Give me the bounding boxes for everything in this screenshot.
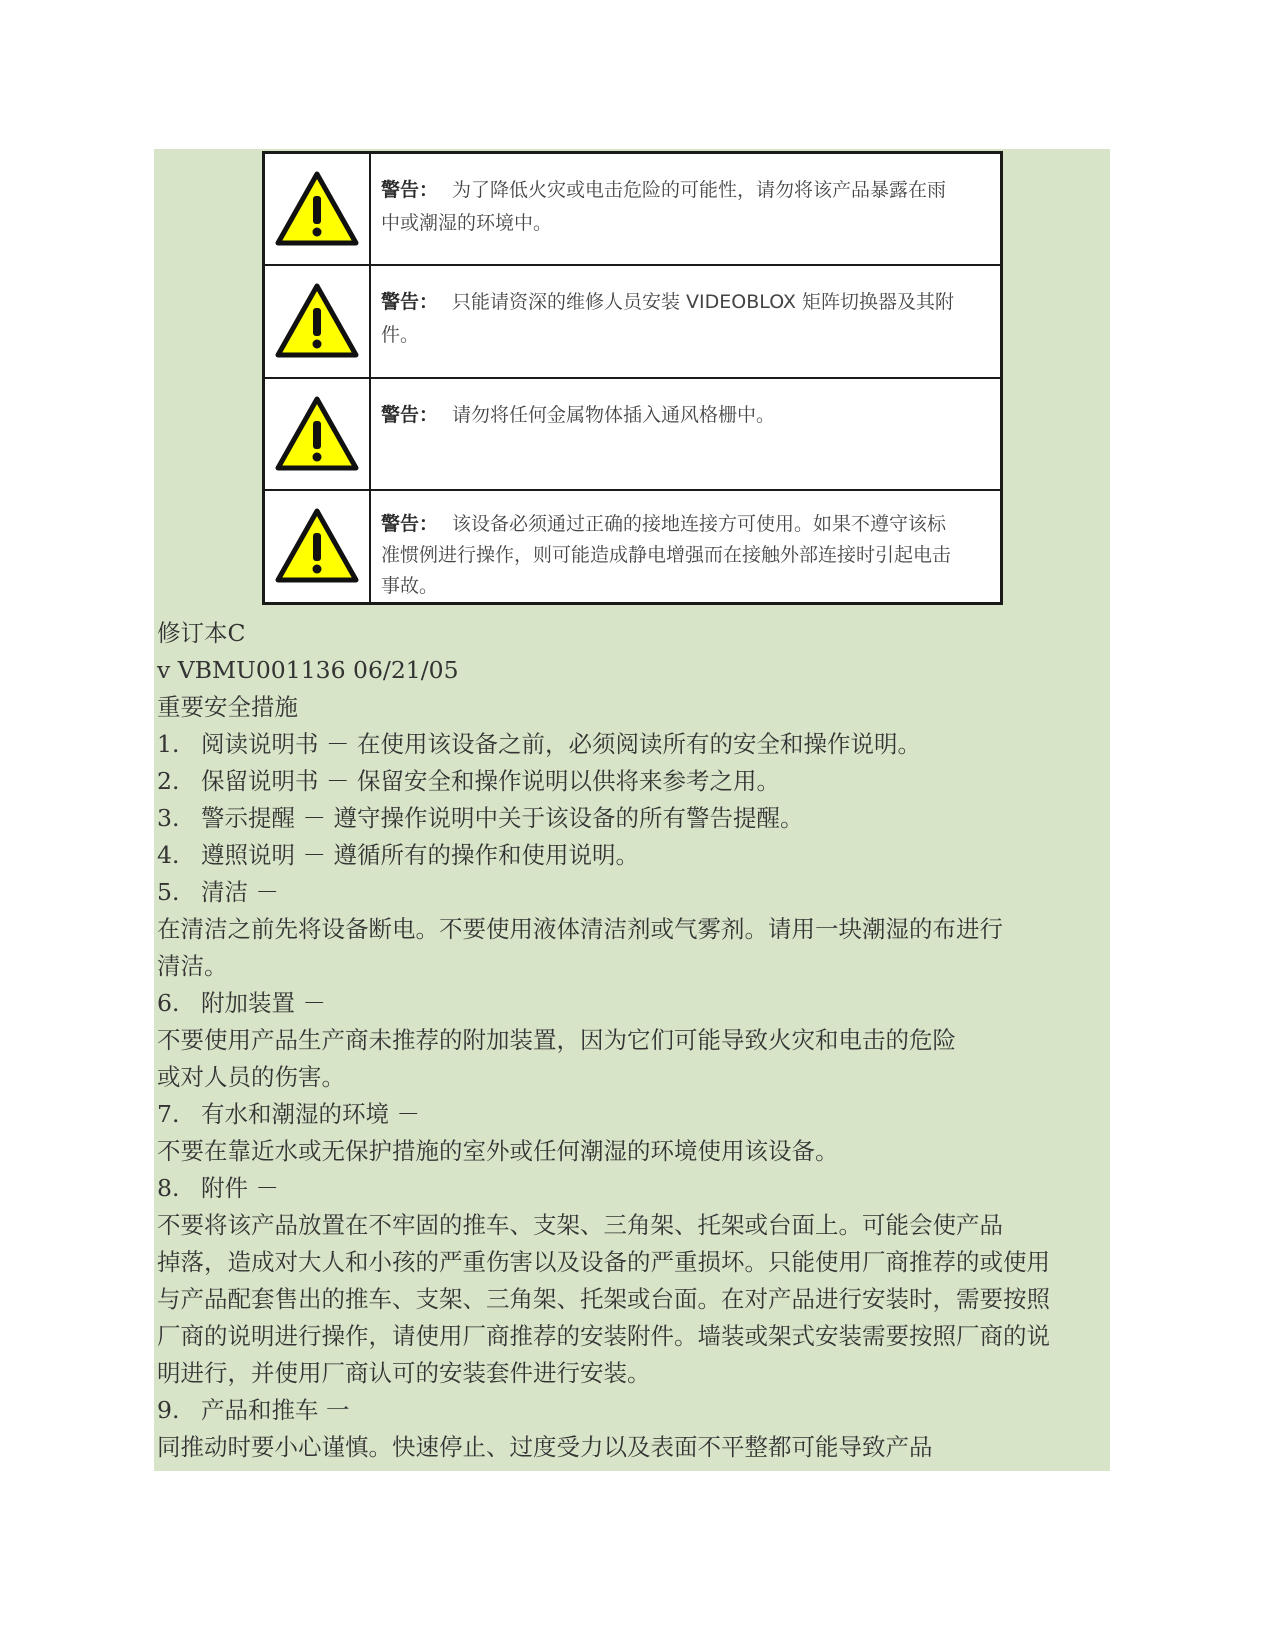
warning-icon-cell <box>265 491 371 602</box>
warning-triangle-icon <box>274 170 360 248</box>
list-item <box>157 1392 1107 1429</box>
item-text: 清洁 － <box>201 878 279 906</box>
revision-label: 修订本C <box>157 619 246 647</box>
list-item <box>157 874 1107 911</box>
warning-message: 该设备必须通过正确的接地连接方可使用。如果不遵守该标 <box>452 512 947 535</box>
item-text: 附加装置 － <box>201 989 326 1017</box>
item-body-line: 不要在靠近水或无保护措施的室外或任何潮湿的环境使用该设备。 <box>157 1137 839 1165</box>
warning-message-continued: 件。 <box>381 324 420 347</box>
item-number: 4. <box>157 841 180 869</box>
warning-label: 警告： <box>381 403 439 426</box>
item-number: 9. <box>157 1396 180 1424</box>
item-body-line: 或对人员的伤害。 <box>157 1063 345 1091</box>
item-number: 5. <box>157 878 180 906</box>
list-item <box>157 726 1107 763</box>
item-body-line: 在清洁之前先将设备断电。不要使用液体清洁剂或气雾剂。请用一块潮湿的布进行 <box>157 915 1003 943</box>
document-body <box>157 615 1107 1466</box>
item-body-line: 明进行，并使用厂商认可的安装套件进行安装。 <box>157 1359 651 1387</box>
item-text: 产品和推车 一 <box>201 1396 350 1424</box>
warning-triangle-icon <box>274 395 360 473</box>
item-text: 警示提醒 － 遵守操作说明中关于该设备的所有警告提醒。 <box>201 804 804 832</box>
item-body-line: 不要将该产品放置在不牢固的推车、支架、三角架、托架或台面上。可能会使产品 <box>157 1211 1003 1239</box>
warning-icon-cell <box>265 266 371 376</box>
warning-label: 警告： <box>381 179 439 201</box>
warning-text <box>371 379 1000 489</box>
warning-message: 请勿将任何金属物体插入通风格栅中。 <box>452 403 776 426</box>
item-number: 2. <box>157 767 180 795</box>
warning-row <box>265 154 1000 266</box>
item-body-line: 不要使用产品生产商未推荐的附加装置，因为它们可能导致火灾和电击的危险 <box>157 1026 956 1054</box>
item-body-line: 清洁。 <box>157 952 228 980</box>
item-body-line: 厂商的说明进行操作，请使用厂商推荐的安装附件。墙装或架式安装需要按照厂商的说 <box>157 1322 1050 1350</box>
list-item <box>157 800 1107 837</box>
warning-message-continued: 事故。 <box>381 574 439 597</box>
warning-row <box>265 266 1000 378</box>
list-item <box>157 985 1107 1022</box>
item-body-line: 掉落，造成对大人和小孩的严重伤害以及设备的严重损坏。只能使用厂商推荐的或使用 <box>157 1248 1050 1276</box>
warning-row <box>265 491 1000 602</box>
section-heading: 重要安全措施 <box>157 693 298 721</box>
item-number: 7. <box>157 1100 180 1128</box>
warning-icon-cell <box>265 379 371 489</box>
list-item <box>157 837 1107 874</box>
warning-label: 警告： <box>381 512 439 535</box>
warning-icon-cell <box>265 154 371 264</box>
warning-row <box>265 379 1000 491</box>
item-body-line: 与产品配套售出的推车、支架、三角架、托架或台面。在对产品进行安装时，需要按照 <box>157 1285 1050 1313</box>
warning-text <box>371 154 1000 264</box>
item-text: 遵照说明 － 遵循所有的操作和使用说明。 <box>201 841 639 869</box>
warning-label: 警告： <box>381 291 439 314</box>
warning-triangle-icon <box>274 282 360 360</box>
warning-message-continued: 中或潮湿的环境中。 <box>381 212 553 234</box>
item-text: 附件 － <box>201 1174 279 1202</box>
warning-table <box>262 151 1003 605</box>
item-text: 阅读说明书 － 在使用该设备之前，必须阅读所有的安全和操作说明。 <box>201 730 921 758</box>
warning-text <box>371 266 1000 376</box>
item-body-line: 同推动时要小心谨慎。快速停止、过度受力以及表面不平整都可能导致产品 <box>157 1433 933 1461</box>
item-text: 保留说明书 － 保留安全和操作说明以供将来参考之用。 <box>201 767 780 795</box>
list-item <box>157 1170 1107 1207</box>
warning-message: 为了降低火灾或电击危险的可能性，请勿将该产品暴露在雨 <box>452 179 947 201</box>
item-text: 有水和潮湿的环境 － <box>201 1100 420 1128</box>
list-item <box>157 1096 1107 1133</box>
item-number: 3. <box>157 804 180 832</box>
list-item <box>157 763 1107 800</box>
item-number: 8. <box>157 1174 180 1202</box>
item-number: 1. <box>157 730 180 758</box>
warning-text <box>371 491 1000 602</box>
warning-message: 只能请资深的维修人员安装 VIDEOBLOX 矩阵切换器及其附 <box>452 291 954 314</box>
version-label: v VBMU001136 06/21/05 <box>157 656 459 684</box>
warning-triangle-icon <box>274 507 360 585</box>
warning-message-continued: 准惯例进行操作，则可能造成静电增强而在接触外部连接时引起电击 <box>381 543 952 566</box>
item-number: 6. <box>157 989 180 1017</box>
